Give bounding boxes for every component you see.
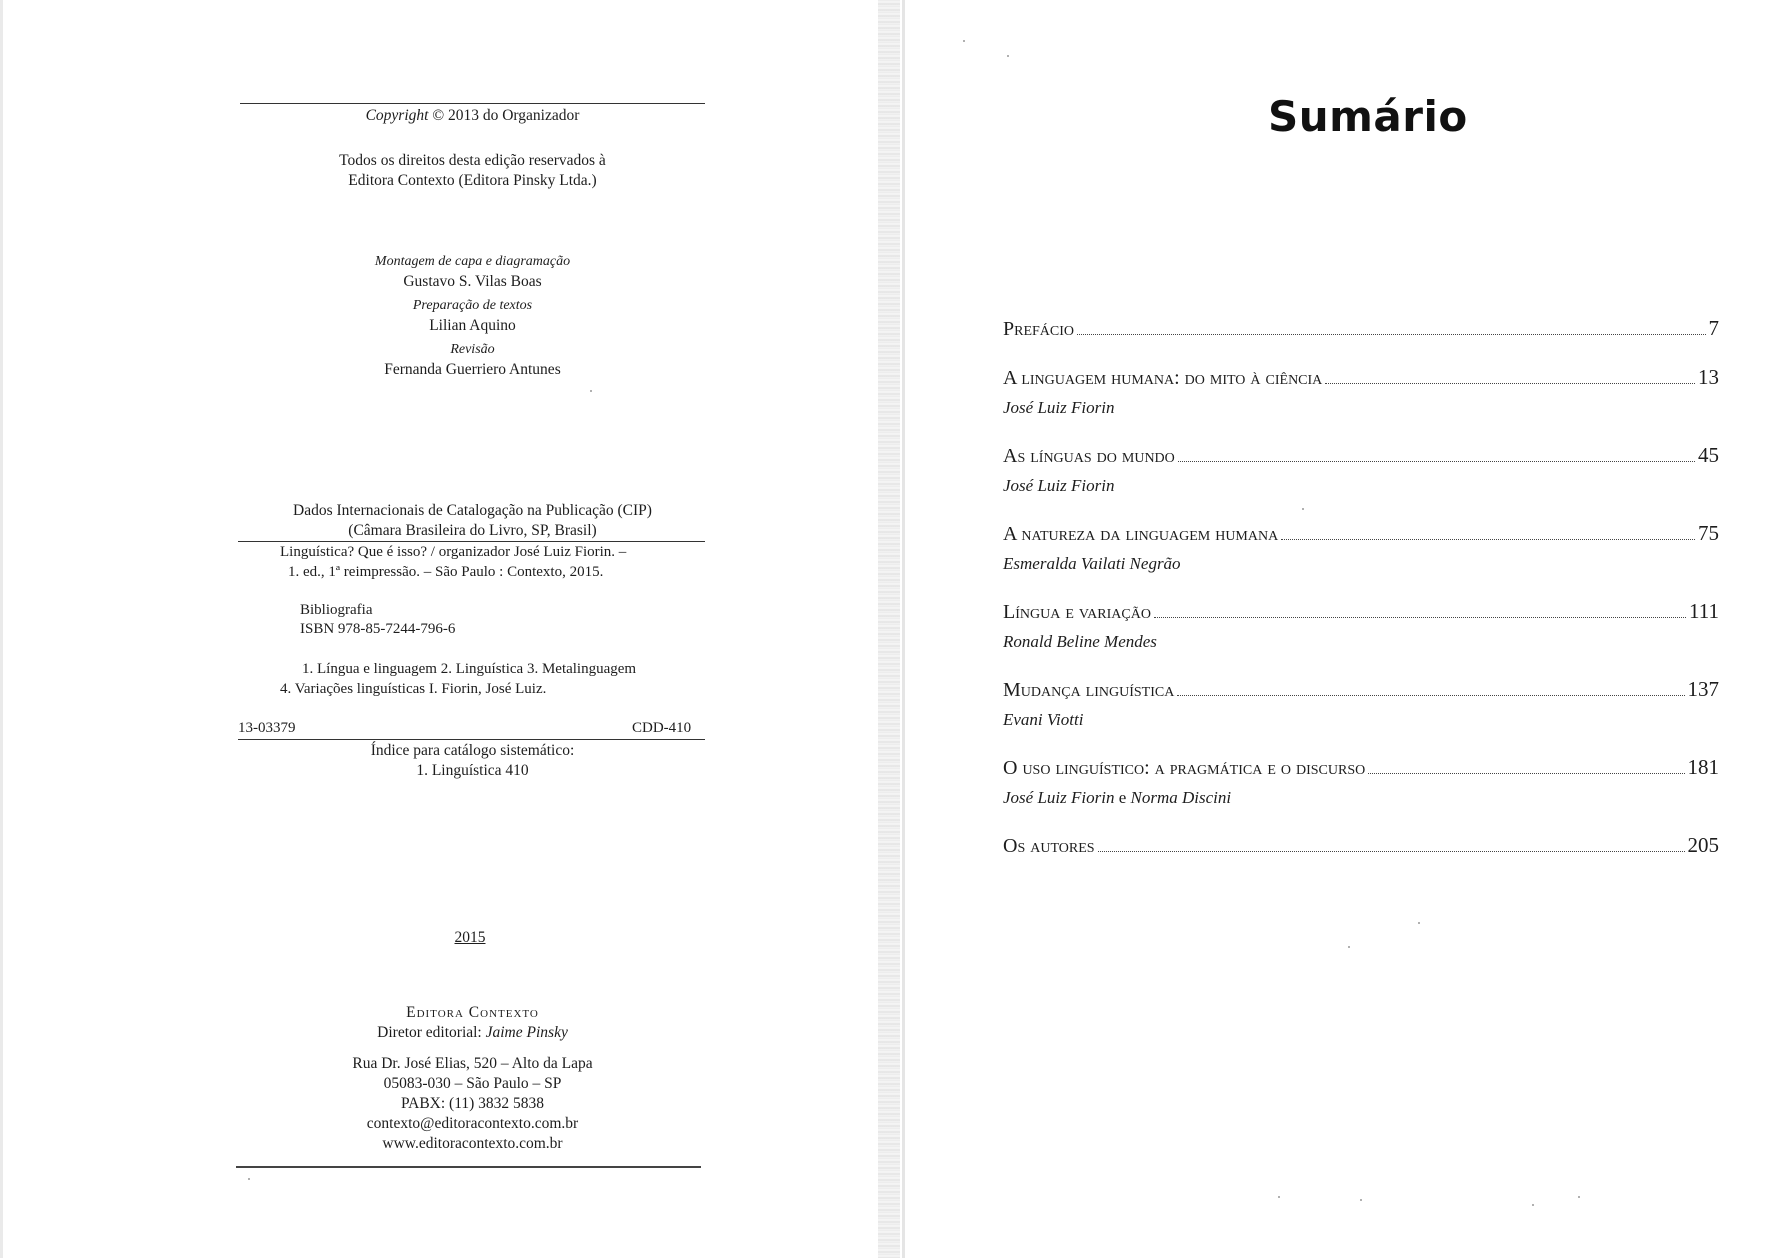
credit-name: Fernanda Guerriero Antunes bbox=[384, 361, 561, 378]
toc-entry bbox=[1003, 676, 1719, 733]
index-title: Índice para catálogo sistemático: bbox=[370, 742, 575, 759]
toc-title: A natureza da linguagem humana bbox=[1003, 523, 1279, 545]
address-block bbox=[240, 1054, 705, 1154]
cip-bottom-rule bbox=[238, 739, 705, 740]
cip-header-line: (Câmara Brasileira do Livro, SP, Brasil) bbox=[348, 522, 597, 539]
toc-leader bbox=[1077, 320, 1705, 335]
toc-author-name: Norma Discini bbox=[1130, 788, 1232, 807]
scan-speck bbox=[1418, 922, 1420, 924]
rights-line: Todos os direitos desta edição reservados à bbox=[339, 152, 606, 169]
toc-title: Mudança linguística bbox=[1003, 679, 1175, 701]
toc-line bbox=[1003, 315, 1719, 342]
toc-page: 75 bbox=[1698, 521, 1719, 545]
toc-page: 7 bbox=[1708, 316, 1719, 340]
index-block bbox=[240, 741, 705, 781]
address-email: contexto@editoracontexto.com.br bbox=[366, 1115, 579, 1132]
toc-leader bbox=[1098, 837, 1685, 852]
toc-page: 45 bbox=[1698, 443, 1719, 467]
scan-speck bbox=[1578, 1196, 1580, 1198]
toc-title: A linguagem humana: do mito à ciência bbox=[1003, 367, 1323, 389]
scan-speck bbox=[1007, 55, 1009, 57]
scan-speck bbox=[963, 40, 965, 42]
toc-author-name: José Luiz Fiorin bbox=[1003, 788, 1115, 807]
top-rule bbox=[240, 103, 705, 104]
toc-title: Língua e variação bbox=[1003, 601, 1151, 623]
toc-leader bbox=[1325, 369, 1695, 384]
cip-number: 13-03379 bbox=[238, 720, 296, 736]
toc-page: 111 bbox=[1689, 599, 1719, 623]
scan-speck bbox=[590, 390, 592, 392]
credit-role: Montagem de capa e diagramação bbox=[374, 254, 571, 269]
credit-role: Preparação de textos bbox=[412, 298, 533, 313]
contents-title: Sumário bbox=[1268, 92, 1468, 141]
toc-title: Prefácio bbox=[1003, 318, 1075, 340]
copyright-rest: © 2013 do Organizador bbox=[432, 107, 580, 124]
toc-entry bbox=[1003, 315, 1719, 342]
toc-entry bbox=[1003, 442, 1719, 499]
credit-name: Lilian Aquino bbox=[429, 317, 516, 334]
toc-page: 137 bbox=[1687, 677, 1719, 701]
address-line: Rua Dr. José Elias, 520 – Alto da Lapa bbox=[352, 1055, 593, 1072]
address-line: 05083-030 – São Paulo – SP bbox=[383, 1075, 562, 1092]
toc-leader bbox=[1368, 759, 1684, 774]
scan-speck bbox=[1532, 1204, 1534, 1206]
rights-line: Editora Contexto (Editora Pinsky Ltda.) bbox=[348, 172, 597, 189]
toc-leader bbox=[1154, 603, 1686, 618]
cip-body-line: 1. Língua e linguagem 2. Linguística 3. Metalinguagem bbox=[302, 661, 637, 677]
toc-author: José Luiz Fiorin bbox=[1003, 476, 1115, 495]
director-name: Jaime Pinsky bbox=[485, 1024, 568, 1041]
toc-author: Esmeralda Vailati Negrão bbox=[1003, 554, 1181, 573]
toc-entry bbox=[1003, 520, 1719, 577]
cip-body-line: ISBN 978-85-7244-796-6 bbox=[300, 621, 456, 637]
toc-leader bbox=[1281, 525, 1695, 540]
cip-body-line: 1. ed., 1ª reimpressão. – São Paulo : Contexto, 2015. bbox=[288, 564, 604, 580]
cip-header-line: Dados Internacionais de Catalogação na Publicação (CIP) bbox=[293, 502, 652, 519]
toc-line bbox=[1003, 520, 1719, 547]
toc-entry bbox=[1003, 754, 1719, 811]
toc-title: O uso linguístico: a pragmática e o discurso bbox=[1003, 757, 1366, 779]
bottom-rule bbox=[236, 1166, 701, 1168]
toc-line bbox=[1003, 598, 1719, 625]
toc-page: 13 bbox=[1698, 365, 1719, 389]
scan-speck bbox=[1348, 946, 1350, 948]
toc-line bbox=[1003, 832, 1719, 859]
publication-year: 2015 bbox=[454, 929, 486, 946]
rights-block bbox=[240, 151, 705, 191]
toc-entry bbox=[1003, 364, 1719, 421]
toc-entry bbox=[1003, 832, 1719, 859]
toc-leader bbox=[1178, 447, 1695, 462]
publisher-name: Editora Contexto bbox=[406, 1004, 539, 1021]
scan-speck bbox=[1360, 1199, 1362, 1201]
toc-title: As línguas do mundo bbox=[1003, 445, 1175, 467]
index-item: 1. Linguística 410 bbox=[416, 762, 529, 779]
address-line: PABX: (11) 3832 5838 bbox=[400, 1095, 545, 1112]
cip-body-line: 4. Variações linguísticas I. Fiorin, José Luiz. bbox=[280, 681, 547, 697]
toc-author: Evani Viotti bbox=[1003, 710, 1084, 729]
director-label: Diretor editorial: bbox=[377, 1024, 482, 1041]
toc-author-joiner: e bbox=[1118, 788, 1127, 807]
cip-body-line: Bibliografia bbox=[300, 602, 373, 618]
toc-page: 181 bbox=[1687, 755, 1719, 779]
scan-speck bbox=[1278, 1196, 1280, 1198]
credit-name: Gustavo S. Vilas Boas bbox=[403, 273, 542, 290]
scan-speck bbox=[1302, 508, 1304, 510]
toc-title: Os autores bbox=[1003, 835, 1095, 857]
toc-entry bbox=[1003, 598, 1719, 655]
cip-header bbox=[240, 501, 705, 541]
address-website: www.editoracontexto.com.br bbox=[382, 1135, 563, 1152]
toc-line bbox=[1003, 676, 1719, 703]
toc-author: José Luiz Fiorin bbox=[1003, 398, 1115, 417]
toc-author: Ronald Beline Mendes bbox=[1003, 632, 1157, 651]
credit-role: Revisão bbox=[450, 342, 495, 357]
director-line bbox=[240, 1023, 705, 1043]
toc-author bbox=[1003, 785, 1719, 811]
toc-leader bbox=[1177, 681, 1684, 696]
toc-line bbox=[1003, 754, 1719, 781]
copyright-line bbox=[240, 106, 705, 126]
credits-block bbox=[240, 252, 705, 380]
toc-line bbox=[1003, 442, 1719, 469]
cip-body-line: Linguística? Que é isso? / organizador José Luiz Fiorin. – bbox=[280, 544, 627, 560]
copyright-italic: Copyright bbox=[365, 107, 429, 124]
cdd-number: CDD-410 bbox=[632, 720, 692, 736]
toc-page: 205 bbox=[1687, 833, 1719, 857]
toc-line bbox=[1003, 364, 1719, 391]
scan-speck bbox=[248, 1178, 250, 1180]
